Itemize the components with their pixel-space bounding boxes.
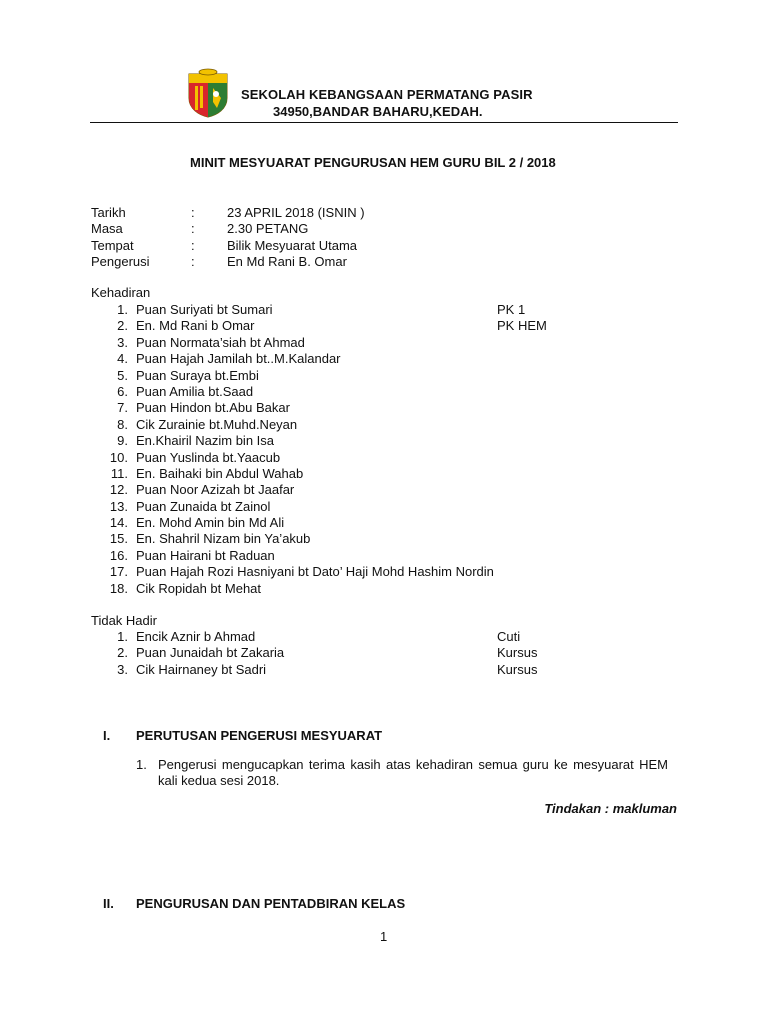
meta-colon: : <box>191 254 195 270</box>
meta-label: Tempat <box>91 237 134 253</box>
list-item-number: 2. <box>117 318 128 334</box>
section-1-number: I. <box>103 728 111 743</box>
person-role: PK 1 <box>497 302 526 317</box>
list-item-number: 2. <box>117 645 128 661</box>
list-item-number: 7. <box>117 400 128 416</box>
item-number: 1. <box>136 757 147 772</box>
list-item <box>108 564 668 580</box>
list-item-number: 5. <box>117 367 128 383</box>
list-item <box>108 302 668 318</box>
list-item-number: 14. <box>109 515 128 531</box>
list-item-number: 16. <box>109 547 128 563</box>
person-name: Puan Junaidah bt Zakaria <box>136 645 285 661</box>
list-item-number: 12. <box>109 482 128 498</box>
section-1-title: PERUTUSAN PENGERUSI MESYUARAT <box>136 728 383 743</box>
person-name: Puan Suraya bt.Embi <box>136 367 259 383</box>
list-item <box>108 515 668 531</box>
list-item <box>108 581 668 597</box>
list-item-number: 8. <box>117 416 128 432</box>
list-item-number: 17. <box>109 564 128 580</box>
list-item-number: 11. <box>110 465 128 481</box>
section-1-item <box>136 757 668 790</box>
person-role: Kursus <box>497 645 538 661</box>
list-item <box>108 433 668 449</box>
list-item-number: 18. <box>109 580 128 596</box>
attendance-label: Kehadiran <box>91 285 151 300</box>
meta-value: 2.30 PETANG <box>227 221 309 237</box>
person-name: En. Mohd Amin bin Md Ali <box>136 515 285 531</box>
person-name: Puan Zunaida bt Zainol <box>136 498 271 514</box>
list-item-number: 4. <box>117 351 128 367</box>
meta-label: Tarikh <box>91 205 126 220</box>
person-name: Puan Hindon bt.Abu Bakar <box>136 400 290 416</box>
list-item <box>108 548 668 564</box>
meeting-details <box>91 205 491 271</box>
list-item <box>108 629 668 645</box>
meta-row-time <box>91 221 491 237</box>
person-name: Puan Hajah Jamilah bt..M.Kalandar <box>136 351 341 367</box>
attendance-list <box>108 302 668 597</box>
header-divider <box>90 122 678 123</box>
list-item <box>108 335 668 351</box>
school-name: SEKOLAH KEBANGSAAN PERMATANG PASIR <box>241 87 533 102</box>
school-address: 34950,BANDAR BAHARU,KEDAH. <box>273 104 483 119</box>
list-item <box>108 318 668 334</box>
meta-row-venue <box>91 238 491 254</box>
list-item <box>108 466 668 482</box>
list-item-number: 10. <box>109 449 128 465</box>
person-name: En. Md Rani b Omar <box>136 318 255 334</box>
list-item <box>108 499 668 515</box>
section-2-number: II. <box>103 896 114 911</box>
list-item <box>108 662 668 678</box>
list-item-number: 3. <box>117 661 128 677</box>
list-item-number: 1. <box>117 629 128 644</box>
meta-colon: : <box>191 205 195 220</box>
meta-value: Bilik Mesyuarat Utama <box>227 237 358 253</box>
person-name: Puan Noor Azizah bt Jaafar <box>136 482 295 498</box>
meta-value: En Md Rani B. Omar <box>227 254 347 270</box>
item-text: Pengerusi mengucapkan terima kasih atas kehadiran semua guru ke mesyuarat HEM kali kedua sesi 2018. <box>158 757 668 789</box>
person-name: Puan Hairani bt Raduan <box>136 547 275 563</box>
meta-label: Pengerusi <box>91 254 150 270</box>
person-role: Kursus <box>497 661 538 677</box>
person-name: En.Khairil Nazim bin Isa <box>136 433 274 449</box>
page-number: 1 <box>380 929 388 944</box>
absent-list <box>108 629 668 678</box>
list-item <box>108 417 668 433</box>
list-item-number: 1. <box>117 302 128 317</box>
person-name: Puan Hajah Rozi Hasniyani bt Dato’ Haji Mohd Hashim Nordin <box>136 564 494 580</box>
person-name: Cik Ropidah bt Mehat <box>136 580 262 596</box>
list-item <box>108 645 668 661</box>
meta-value: 23 APRIL 2018 (ISNIN ) <box>227 205 365 220</box>
action-note: Tindakan : makluman <box>544 801 677 816</box>
list-item <box>108 368 668 384</box>
meta-row-chair <box>91 254 491 270</box>
person-name: Puan Suriyati bt Sumari <box>136 302 273 317</box>
person-role: Cuti <box>497 629 521 644</box>
list-item-number: 13. <box>109 498 128 514</box>
list-item-number: 15. <box>109 531 128 547</box>
meta-colon: : <box>191 237 195 253</box>
school-crest-icon <box>187 68 229 118</box>
list-item-number: 6. <box>117 383 128 399</box>
list-item <box>108 400 668 416</box>
person-name: Encik Aznir b Ahmad <box>136 629 256 644</box>
person-name: Cik Zurainie bt.Muhd.Neyan <box>136 416 298 432</box>
list-item <box>108 450 668 466</box>
list-item-number: 9. <box>117 433 128 449</box>
list-item <box>108 351 668 367</box>
list-item <box>108 482 668 498</box>
meta-row-date <box>91 205 491 221</box>
person-name: En. Baihaki bin Abdul Wahab <box>136 465 304 481</box>
section-2-title: PENGURUSAN DAN PENTADBIRAN KELAS <box>136 896 406 911</box>
document-title: MINIT MESYUARAT PENGURUSAN HEM GURU BIL 2 / 2018 <box>190 155 556 170</box>
list-item <box>108 384 668 400</box>
person-name: Puan Yuslinda bt.Yaacub <box>136 449 281 465</box>
meta-colon: : <box>191 221 195 237</box>
absent-label: Tidak Hadir <box>91 613 157 628</box>
person-name: En. Shahril Nizam bin Ya’akub <box>136 531 311 547</box>
person-name: Puan Normata’siah bt Ahmad <box>136 334 305 350</box>
person-name: Puan Amilia bt.Saad <box>136 383 254 399</box>
list-item-number: 3. <box>117 334 128 350</box>
person-role: PK HEM <box>497 318 547 334</box>
person-name: Cik Hairnaney bt Sadri <box>136 661 267 677</box>
list-item <box>108 531 668 547</box>
meta-label: Masa <box>91 221 123 237</box>
